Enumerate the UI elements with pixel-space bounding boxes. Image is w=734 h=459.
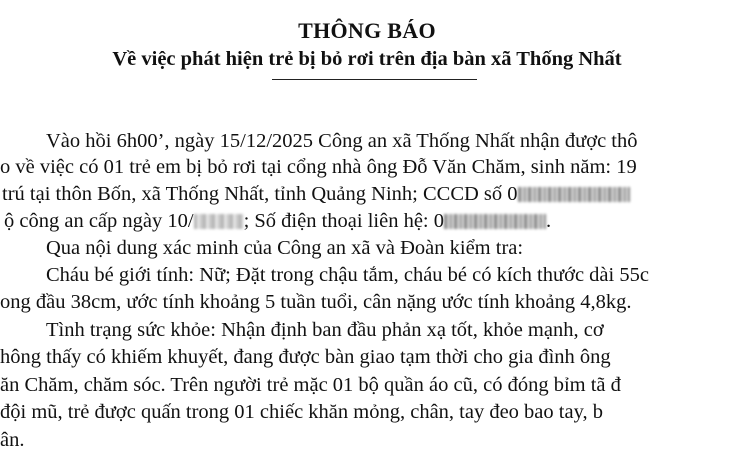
paragraph-line-9: hông thấy có khiếm khuyết, đang được bàn giao tạm thời cho gia đình ông [0,346,611,368]
paragraph-line-5: Qua nội dung xác minh của Công an xã và Đoàn kiểm tra: [46,237,524,259]
document-subtitle: Về việc phát hiện trẻ bị bỏ rơi trên địa bàn xã Thống Nhất [112,48,622,70]
paragraph-line-4 [4,209,551,233]
subtitle-underline [272,79,477,80]
paragraph-line-8: Tình trạng sức khỏe: Nhận định ban đầu phản xạ tốt, khỏe mạnh, cơ [46,319,604,341]
paragraph-line-12: ân. [0,429,25,451]
paragraph-line-7: ong đầu 38cm, ước tính khoảng 5 tuần tuổi, cân nặng ước tính khoảng 4,8kg. [0,291,632,313]
paragraph-line-10: ăn Chăm, chăm sóc. Trên người trẻ mặc 01 bộ quần áo cũ, có đóng bỉm tã đ [0,374,621,396]
redacted-issue-date [194,214,244,229]
paragraph-line-3 [2,182,630,206]
paragraph-line-6: Cháu bé giới tính: Nữ; Đặt trong chậu tắm, cháu bé có kích thước dài 55c [46,264,649,286]
paragraph-line-3-text: trú tại thôn Bốn, xã Thống Nhất, tỉnh Quảng Ninh; CCCD số 0 [2,183,518,205]
paragraph-line-11: đội mũ, trẻ được quấn trong 01 chiếc khăn mỏng, chân, tay đeo bao tay, b [0,401,603,423]
redacted-id-number [518,187,630,202]
paragraph-line-4-text: ộ công an cấp ngày 10/ [4,210,194,232]
redacted-phone-number [444,214,546,229]
paragraph-line-2: o về việc có 01 trẻ em bị bỏ rơi tại cổng nhà ông Đỗ Văn Chăm, sinh năm: 19 [0,156,637,178]
document-title: THÔNG BÁO [298,18,436,43]
paragraph-line-4-end: . [546,210,552,232]
paragraph-line-4-phone-label: ; Số điện thoại liên hệ: 0 [243,210,444,232]
paragraph-line-1: Vào hồi 6h00’, ngày 15/12/2025 Công an xã Thống Nhất nhận được thô [46,130,638,152]
